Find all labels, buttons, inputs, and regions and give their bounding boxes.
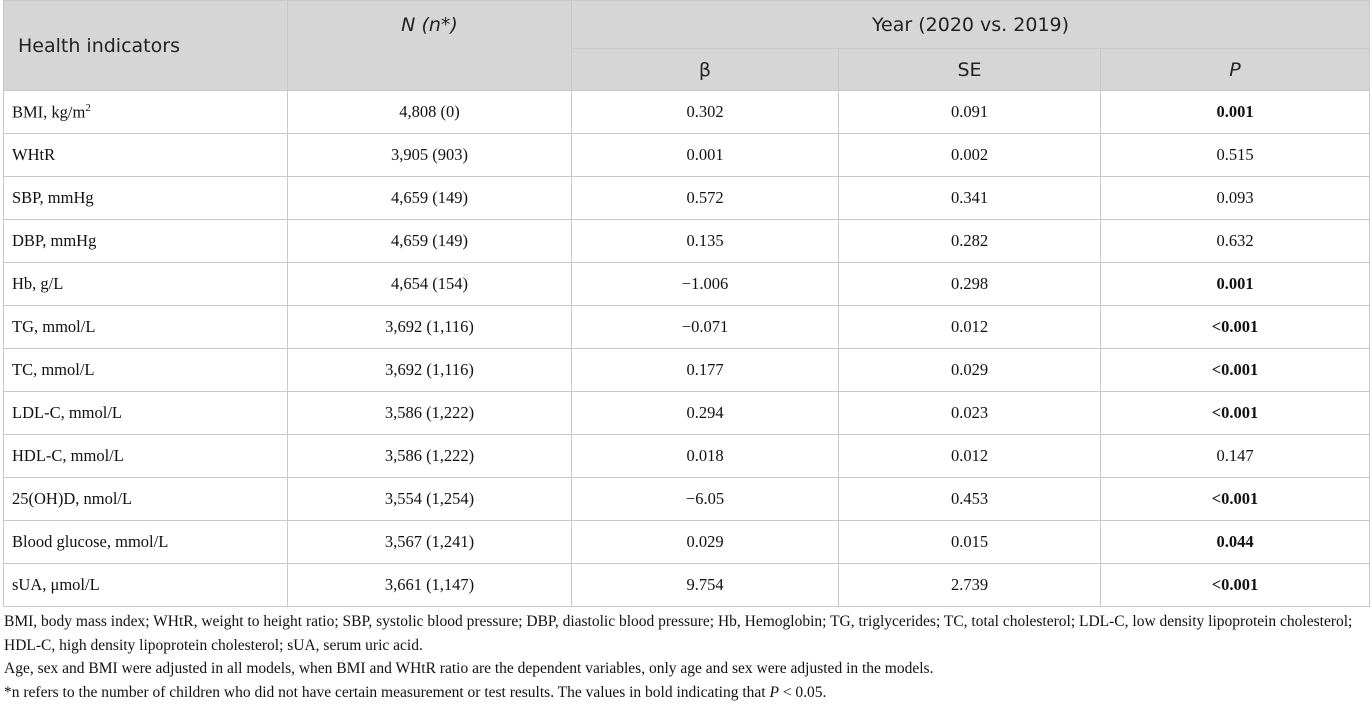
header-health-indicators: Health indicators [4,1,288,91]
indicator-label: WHtR [12,145,56,164]
p-cell: 0.044 [1101,521,1370,564]
n-cell: 3,586 (1,222) [288,392,572,435]
header-n-main: N [401,14,416,36]
indicator-cell [4,306,288,349]
beta-cell: 0.029 [572,521,839,564]
p-cell: 0.147 [1101,435,1370,478]
se-cell: 0.012 [839,306,1101,349]
se-cell: 0.453 [839,478,1101,521]
header-se: SE [839,49,1101,91]
indicator-label: HDL-C, mmol/L [12,446,124,465]
table-row [4,306,1370,349]
beta-cell: 9.754 [572,564,839,607]
table-row [4,134,1370,177]
n-cell: 4,659 (149) [288,220,572,263]
indicator-cell [4,392,288,435]
p-cell: 0.515 [1101,134,1370,177]
table-notes [4,610,1368,704]
se-cell: 0.341 [839,177,1101,220]
se-cell: 2.739 [839,564,1101,607]
beta-cell: −0.071 [572,306,839,349]
footnote-p-symbol: P [769,683,779,701]
results-table [3,0,1370,607]
note-adjustment: Age, sex and BMI were adjusted in all models, when BMI and WHtR ratio are the dependent variables, only age and sex were adjusted in the models. [4,660,934,677]
header-year: Year (2020 vs. 2019) [572,1,1370,49]
header-n-sub: (n*) [421,14,458,36]
indicator-label: LDL-C, mmol/L [12,403,122,422]
indicator-label: Hb, g/L [12,274,64,293]
n-cell: 4,654 (154) [288,263,572,306]
header-n [288,1,572,91]
n-cell: 3,661 (1,147) [288,564,572,607]
indicator-cell [4,349,288,392]
indicator-cell [4,521,288,564]
beta-cell: 0.294 [572,392,839,435]
n-cell: 4,659 (149) [288,177,572,220]
header-row-1 [4,1,1370,49]
table-row [4,177,1370,220]
indicator-label: TG, mmol/L [12,317,96,336]
footnote-text-a: *n refers to the number of children who did not have certain measurement or test results. The values in bold indicating that [4,683,770,701]
note-abbreviations: BMI, body mass index; WHtR, weight to height ratio; SBP, systolic blood pressure; DBP, diastolic blood pressure; Hb, Hemoglobin; TG, triglycerides; TC, total cholesterol; LDL-C, low density lipoprotein cholesterol; HDL-C, high density lipoprotein cholesterol; sUA, serum uric acid. [4,613,1353,654]
indicator-label: SBP, mmHg [12,188,94,207]
table-row [4,349,1370,392]
n-cell: 3,567 (1,241) [288,521,572,564]
se-cell: 0.015 [839,521,1101,564]
indicator-cell [4,263,288,306]
p-cell: <0.001 [1101,349,1370,392]
beta-cell: 0.572 [572,177,839,220]
p-cell: 0.093 [1101,177,1370,220]
indicator-cell [4,91,288,134]
n-cell: 3,586 (1,222) [288,435,572,478]
indicator-label: 25(OH)D, nmol/L [12,489,133,508]
indicator-cell [4,134,288,177]
p-cell: <0.001 [1101,306,1370,349]
beta-cell: 0.001 [572,134,839,177]
table-row [4,435,1370,478]
indicator-cell [4,435,288,478]
table-row [4,220,1370,263]
table-row [4,521,1370,564]
table-row [4,478,1370,521]
n-cell: 3,554 (1,254) [288,478,572,521]
beta-cell: −6.05 [572,478,839,521]
table-body [4,91,1370,607]
beta-cell: 0.177 [572,349,839,392]
p-cell: <0.001 [1101,564,1370,607]
table-row [4,91,1370,134]
note-footnote [4,681,1368,705]
n-cell: 3,905 (903) [288,134,572,177]
n-cell: 3,692 (1,116) [288,306,572,349]
p-cell: <0.001 [1101,392,1370,435]
table-row [4,564,1370,607]
beta-cell: 0.135 [572,220,839,263]
se-cell: 0.282 [839,220,1101,263]
indicator-label: DBP, mmHg [12,231,97,250]
indicator-cell [4,220,288,263]
indicator-label: TC, mmol/L [12,360,95,379]
footnote-text-b: < 0.05. [778,683,827,701]
indicator-label: BMI, kg/m [12,102,86,122]
indicator-label: sUA, μmol/L [12,575,100,594]
se-cell: 0.029 [839,349,1101,392]
se-cell: 0.298 [839,263,1101,306]
beta-cell: 0.302 [572,91,839,134]
indicator-cell [4,564,288,607]
n-cell: 4,808 (0) [288,91,572,134]
table-row [4,392,1370,435]
se-cell: 0.012 [839,435,1101,478]
indicator-cell [4,177,288,220]
beta-cell: 0.018 [572,435,839,478]
p-cell: 0.001 [1101,263,1370,306]
table-row [4,263,1370,306]
n-cell: 3,692 (1,116) [288,349,572,392]
p-cell: 0.001 [1101,91,1370,134]
indicator-label: Blood glucose, mmol/L [12,532,169,551]
indicator-cell [4,478,288,521]
unit-superscript: 2 [85,101,91,114]
se-cell: 0.091 [839,91,1101,134]
beta-cell: −1.006 [572,263,839,306]
p-cell: 0.632 [1101,220,1370,263]
p-cell: <0.001 [1101,478,1370,521]
se-cell: 0.023 [839,392,1101,435]
header-beta: β [572,49,839,91]
header-p: P [1101,49,1370,91]
se-cell: 0.002 [839,134,1101,177]
